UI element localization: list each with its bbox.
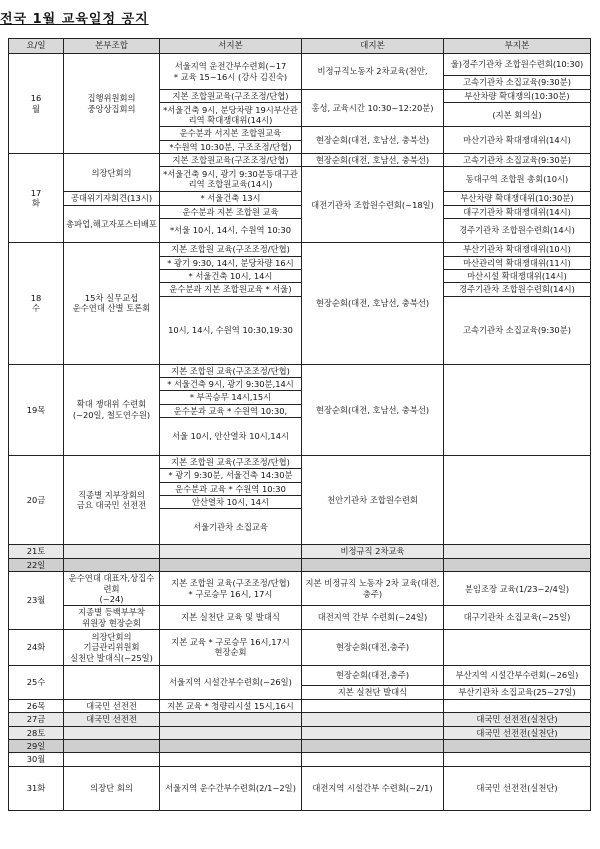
busan-cell: 대국민 선전전(실천단) [444, 766, 591, 810]
header-seoul: 서지본 [160, 39, 302, 54]
daejeon-cell: 대전지역 시설간부 수련회(~2/1) [302, 766, 444, 810]
day-cell: 25수 [9, 665, 64, 699]
daejeon-cell: 홍성, 교육시간 10:30~12:20분) [302, 90, 444, 127]
seoul-cell [160, 629, 302, 665]
busan-cell [444, 456, 591, 545]
schedule-table [8, 38, 591, 811]
daejeon-cell [302, 753, 444, 766]
seoul-cell: 운수분과 지본 조합원교육 * 서울) [160, 283, 302, 296]
cell-text: (~24) [99, 593, 124, 604]
table-row [9, 205, 591, 218]
day-cell: 24화 [9, 629, 64, 665]
seoul-cell [160, 558, 302, 571]
daejeon-cell: 대전지역 간부 수련회(~24일) [302, 606, 444, 630]
table-row [9, 243, 591, 256]
busan-cell: 고속기관차 소집교육(9:30분) [444, 76, 591, 90]
table-row [9, 766, 591, 810]
day-cell: 27금 [9, 713, 64, 726]
seoul-cell [160, 545, 302, 558]
daejeon-cell [302, 699, 444, 712]
day-cell: 31화 [9, 766, 64, 810]
daejeon-cell: 천안기관차 조합원수련회 [302, 456, 444, 545]
busan-cell: 대구기관차 소집교육(~25일) [444, 606, 591, 630]
table-row [9, 558, 591, 571]
table-row [9, 726, 591, 739]
seoul-cell: 운수분과 서지본 조합원교육 [160, 127, 302, 140]
busan-cell: 부산지역 시설간부수련회(~26일) [444, 665, 591, 685]
daejeon-cell: 지본 실천단 발대식 [302, 685, 444, 699]
seoul-cell: * 광기 9:30분, 서울건축 14:30분 [160, 469, 302, 482]
hq-cell: 의장단 회의 [64, 766, 160, 810]
seoul-cell: *수원역 10:30분, 구조조정/단협) [160, 140, 302, 153]
busan-cell: 경주기관차 조합원수련회(14시) [444, 219, 591, 243]
table-row [9, 545, 591, 558]
seoul-cell: 지본 교육 * 청량리시설 15시,16시 [160, 699, 302, 712]
daejeon-cell: 비정규직노동자 2차교육(천안, [302, 54, 444, 90]
cell-text: 실천단 발대식(~25일) [70, 652, 153, 663]
hq-cell: 대국민 선전전 [64, 713, 160, 726]
header-hq: 본부조합 [64, 39, 160, 54]
busan-cell: 대국민 선전전(실천단) [444, 726, 591, 739]
busan-cell [444, 364, 591, 455]
day-cell: 23월 [9, 572, 64, 630]
day-cell: 17 화 [9, 154, 64, 243]
seoul-cell: 10시, 14시, 수원역 10:30,19:30 [160, 296, 302, 364]
day-cell: 21토 [9, 545, 64, 558]
seoul-cell: 서울 10시, 안산열차 10시,14시 [160, 418, 302, 456]
table-row [9, 629, 591, 665]
hq-cell: 공대위기자회견(13시) [64, 192, 160, 205]
busan-cell: 동대구역 조합원 총회(10시) [444, 167, 591, 192]
busan-cell [444, 545, 591, 558]
day-cell: 29일 [9, 740, 64, 753]
seoul-cell: 서울지역 운수간부수련회(2/1~2일) [160, 766, 302, 810]
busan-cell: 마산관리역 확대쟁대위(11시) [444, 256, 591, 269]
hq-cell: 대국민 선전전 [64, 699, 160, 712]
daejeon-cell: 현장순회(대전, 호남선, 충북선) [302, 154, 444, 167]
seoul-cell: 운수분과 지본 조합원 교육 [160, 205, 302, 218]
busan-cell: (지본 회의실) [444, 103, 591, 127]
seoul-cell: 안산열차 10시, 14시 [160, 496, 302, 509]
daejeon-cell [302, 713, 444, 726]
busan-cell: 울)경주기관차 조합원수련회(10:30) [444, 54, 591, 76]
daejeon-cell: 현장순회(대전, 호남선, 충북선) [302, 127, 444, 154]
seoul-cell [160, 740, 302, 753]
cell-text: 기금관리위원회 [83, 642, 140, 653]
seoul-cell: 지본 조합원 교육(구조조정/단협) [160, 364, 302, 377]
table-row [9, 364, 591, 377]
table-row [9, 665, 591, 685]
daejeon-cell: 현장순회(대전, 호남선, 충북선) [302, 364, 444, 455]
seoul-cell: 지본 조합원 교육(구조조정/단협) [160, 243, 302, 256]
seoul-cell: 운수분과 교육 * 수원역 10:30, [160, 404, 302, 417]
daejeon-cell: 대전기관차 조합원수련회(~18일) [302, 167, 444, 243]
seoul-cell [160, 572, 302, 606]
table-row [9, 740, 591, 753]
seoul-cell: *서울건축 9시, 분당차량 19시부산관리역 확대쟁대위(14시) [160, 103, 302, 127]
table-row [9, 753, 591, 766]
hq-cell [64, 545, 160, 558]
cell-text: 지본 교육 * 구로승무 16시,17시 [171, 637, 290, 648]
hq-cell: 15차 실무교섭 운수연대 산별 토론회 [64, 243, 160, 364]
table-row [9, 54, 591, 76]
busan-cell: 마산기관차 확대쟁대위(14시) [444, 127, 591, 154]
seoul-cell: 지본 실천단 교육 및 발대식 [160, 606, 302, 630]
day-cell: 18 수 [9, 243, 64, 364]
busan-cell [444, 740, 591, 753]
table-row [9, 606, 591, 630]
cell-text: 운수연대 대표자,상집수련회 [68, 573, 155, 594]
day-cell: 26목 [9, 699, 64, 712]
busan-cell: 부산차량 확대쟁의(10:30분) [444, 90, 591, 103]
table-row [9, 713, 591, 726]
busan-cell: 대구기관차 확대쟁대위(14시) [444, 205, 591, 218]
hq-cell: 총파업,해고자포스터배포 [64, 205, 160, 242]
day-cell: 20금 [9, 456, 64, 545]
cell-text: 의장단회의 [91, 631, 132, 642]
day-cell: 28토 [9, 726, 64, 739]
busan-cell: 경주기관차 조합원수련회(14시) [444, 283, 591, 296]
seoul-cell [160, 713, 302, 726]
cell-text: 서울지역 운전간부수련회(~17 [174, 61, 287, 72]
table-row [9, 456, 591, 469]
hq-cell [64, 726, 160, 739]
daejeon-cell: 현장순회(대전, 호남선, 충북선) [302, 243, 444, 364]
page-title: 전국 1월 교육일정 공지 [0, 12, 149, 27]
hq-cell: 확대 쟁대위 수련회 (~20일, 철도연수원) [64, 364, 160, 455]
busan-cell: 마산시설 확대쟁대위(14시) [444, 269, 591, 282]
table-row [9, 572, 591, 596]
seoul-cell: * 광기 9:30, 14시, 분당차량 16시 [160, 256, 302, 269]
hq-cell [64, 665, 160, 699]
busan-cell: 부산기관차 소집교육(25~27일) [444, 685, 591, 699]
seoul-cell: * 서울건축 9시, 광기 9:30분,14시 [160, 377, 302, 390]
seoul-cell [160, 753, 302, 766]
daejeon-cell [302, 740, 444, 753]
seoul-cell: * 부곡승무 14시,15시 [160, 391, 302, 404]
hq-cell [64, 740, 160, 753]
hq-cell [64, 572, 160, 606]
seoul-cell: * 서울건축 10시, 14시 [160, 269, 302, 282]
busan-cell: 고속기관차 소집교육(9:30분) [444, 296, 591, 364]
hq-cell [64, 629, 160, 665]
seoul-cell: 서울기관차 소집교육 [160, 509, 302, 545]
seoul-cell: 지본 조합원교육(구조조정/단협) [160, 90, 302, 103]
seoul-cell: *서울 10시, 14시, 수원역 10:30 [160, 219, 302, 243]
cell-text: 지본 조합원 교육(구조조정/단협) [171, 578, 290, 589]
daejeon-cell [302, 726, 444, 739]
daejeon-cell: 현장순회(대전,충주) [302, 665, 444, 685]
table-row [9, 192, 591, 205]
day-cell: 22일 [9, 558, 64, 571]
seoul-cell: *서울건축 9시, 광기 9:30분동대구관리역 조합원교육(14시) [160, 167, 302, 192]
busan-cell: 부산기관차 확대쟁대위(10시) [444, 243, 591, 256]
daejeon-cell [302, 558, 444, 571]
day-cell: 16 월 [9, 54, 64, 154]
busan-cell: 부산차량 확대쟁대위(10:30분) [444, 192, 591, 205]
table-row [9, 699, 591, 712]
hq-cell: 직종별 지부장회의 금요 대국민 선전전 [64, 456, 160, 545]
day-cell: 19목 [9, 364, 64, 455]
seoul-cell: 운수분과 교육 * 수원역 10:30 [160, 482, 302, 495]
busan-cell [444, 629, 591, 665]
busan-cell: 고속기관차 소집교육(9:30분) [444, 154, 591, 167]
header-row [9, 39, 591, 54]
hq-cell [64, 558, 160, 571]
daejeon-cell: 비정규직 2차교육 [302, 545, 444, 558]
cell-text: 위원장 현장순회 [82, 617, 141, 628]
busan-cell [444, 699, 591, 712]
day-cell: 30월 [9, 753, 64, 766]
hq-cell [64, 606, 160, 630]
seoul-cell: 지본 조합원교육(구조조정/단협) [160, 154, 302, 167]
cell-text: 지종별 등백부부착 [78, 607, 145, 618]
seoul-cell: 지본 조합원 교육(구조조정/단협) [160, 456, 302, 469]
busan-cell: 분임조장 교육(1/23~2/4일) [444, 572, 591, 606]
hq-cell: 집행위원회의 중앙상집회의 [64, 54, 160, 154]
seoul-cell [160, 54, 302, 90]
busan-cell [444, 558, 591, 571]
daejeon-cell: 현장순회(대전,충주) [302, 629, 444, 665]
seoul-cell: * 서울건축 13시 [160, 192, 302, 205]
seoul-cell [160, 726, 302, 739]
cell-text: * 구로승무 16시, 17시 [188, 588, 273, 599]
busan-cell: 대국민 선전전(실천단) [444, 713, 591, 726]
hq-cell: 의장단회의 [64, 154, 160, 192]
seoul-cell: 서울지역 시설간부수련회(~26일) [160, 665, 302, 699]
cell-text: * 교육 15~16시 (강사 김진숙) [173, 71, 288, 82]
busan-cell [444, 753, 591, 766]
header-day: 요/일 [9, 39, 64, 54]
header-busan: 부지본 [444, 39, 591, 54]
header-daejeon: 대지본 [302, 39, 444, 54]
table-row [9, 154, 591, 167]
hq-cell [64, 753, 160, 766]
daejeon-cell: 지본 비정규직 노동자 2차 교육(대전, 충주) [302, 572, 444, 606]
cell-text: 현장순회 [214, 647, 247, 658]
